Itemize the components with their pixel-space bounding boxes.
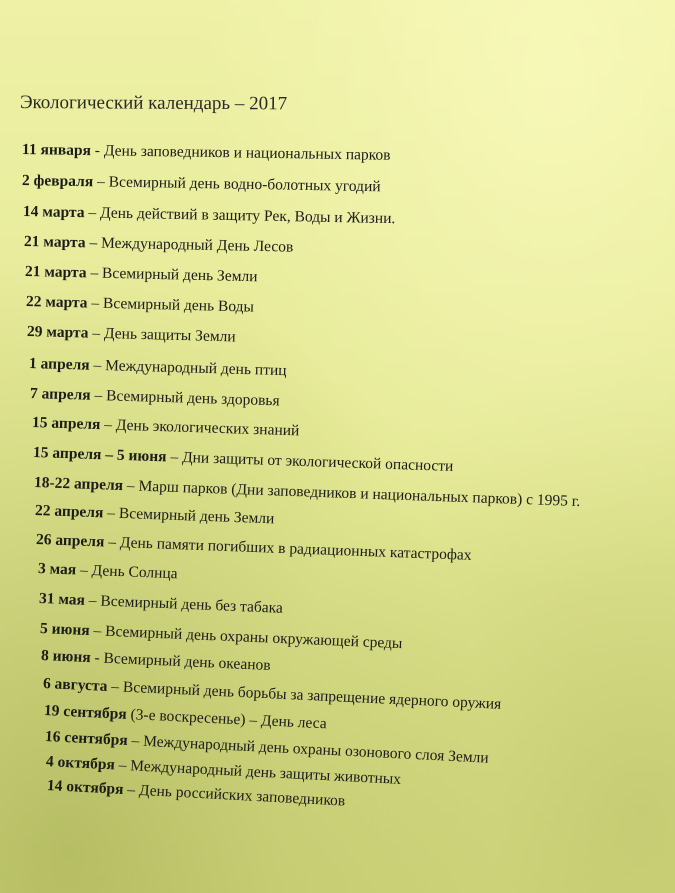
entry-description: День защиты Земли (103, 325, 236, 346)
calendar-entry (24, 233, 294, 257)
entry-date: 22 марта (25, 293, 88, 312)
calendar-entry (23, 203, 396, 228)
entry-date: 6 августа (42, 675, 108, 695)
entry-date: 21 марта (23, 233, 86, 252)
entry-description: Всемирный день водно-болотных угодий (108, 173, 381, 196)
entry-date: 8 июня (40, 647, 92, 667)
entry-separator: – (123, 781, 140, 799)
entry-date: 15 апреля – 5 июня (32, 444, 167, 466)
calendar-entry (36, 531, 472, 565)
calendar-entry (35, 502, 275, 528)
entry-separator: – (122, 477, 139, 495)
calendar-entry (27, 323, 236, 346)
entry-date: 5 июня (39, 620, 91, 640)
entry-description: Марш парков (Дни заповедников и национальных парков) с 1995 г. (138, 477, 581, 511)
entry-description: (3-е воскресенье) – День леса (130, 706, 328, 733)
entry-separator: – (75, 561, 93, 580)
entry-description: Всемирный день здоровья (105, 387, 280, 410)
entry-separator: – (89, 356, 106, 375)
entry-date: 16 сентября (44, 728, 129, 750)
calendar-entry (22, 141, 391, 165)
entry-description: Международный день защиты животных (129, 757, 402, 788)
entry-separator: – (84, 204, 101, 222)
entry-description: Всемирный день Земли (118, 504, 275, 528)
calendar-entry (41, 647, 271, 675)
entry-description: Всемирный день охраны окружающей среды (104, 622, 403, 653)
entry-description: Всемирный день Земли (101, 264, 258, 286)
calendar-entry (22, 172, 381, 196)
calendar-entry (25, 263, 258, 286)
calendar-entry (26, 293, 254, 317)
entry-separator: – (88, 324, 105, 343)
entry-date: 21 марта (24, 263, 87, 282)
calendar-entry (29, 355, 287, 380)
entry-date: 2 февраля (21, 172, 94, 191)
entry-description: День памяти погибших в радиационных катастрофах (119, 534, 472, 564)
entry-separator: - (90, 142, 105, 160)
entry-separator: – (107, 677, 124, 696)
entry-separator: – (93, 173, 109, 191)
entry-description: Дни защиты от экологической опасности (181, 448, 454, 475)
calendar-entry (40, 620, 403, 653)
entry-separator: – (104, 533, 121, 552)
calendar-entry (38, 560, 178, 583)
entry-separator: – (85, 234, 102, 252)
entry-description: Международный День Лесов (100, 234, 294, 256)
entry-date: 14 марта (22, 203, 85, 222)
entry-description: День действий в защиту Рек, Воды и Жизни. (99, 204, 396, 228)
entry-description: Всемирный день океанов (103, 649, 272, 675)
entry-date: 15 апреля (31, 414, 101, 434)
entry-description: Всемирный день Воды (102, 294, 255, 316)
entry-date: 3 мая (37, 560, 77, 579)
entry-date: 18-22 апреля (33, 474, 124, 495)
document-title: Экологический календарь – 2017 (19, 92, 288, 115)
entry-description: Всемирный день без табака (100, 592, 284, 617)
entry-date: 22 апреля (34, 502, 104, 522)
entry-description: День российских заповедников (138, 781, 346, 810)
entry-description: Всемирный день борьбы за запрещение ядерного оружия (122, 678, 502, 713)
entry-description: Международный день охраны озонового слоя Земли (142, 732, 490, 767)
entry-separator: – (166, 448, 183, 466)
entry-description: День экологических знаний (115, 416, 300, 440)
entry-separator: – (86, 264, 103, 282)
entry-date: 7 апреля (29, 385, 91, 404)
entry-separator: – (127, 732, 144, 750)
calendar-entry (44, 702, 328, 733)
entry-date: 1 апреля (28, 355, 90, 374)
entry-date: 29 марта (26, 323, 89, 342)
entry-separator: - (90, 649, 104, 667)
entry-description: Международный день птиц (104, 357, 287, 380)
entry-separator: – (87, 294, 104, 312)
entry-date: 14 октября (46, 777, 124, 798)
entry-separator: – (90, 386, 107, 405)
calendar-entry (32, 414, 300, 440)
entry-date: 31 мая (38, 590, 86, 609)
entry-separator: – (103, 504, 120, 522)
calendar-entry (39, 590, 284, 618)
entry-separator: – (89, 622, 106, 640)
calendar-entry (33, 444, 454, 476)
entry-date: 26 апреля (35, 531, 105, 551)
calendar-entry (30, 385, 280, 410)
entry-separator: – (114, 756, 131, 775)
entry-date: 4 октября (45, 753, 116, 774)
entry-description: День заповедников и национальных парков (103, 142, 391, 164)
entry-date: 11 января (21, 141, 92, 160)
entry-separator: – (100, 416, 117, 434)
entry-description: День Солнца (91, 562, 178, 583)
entry-date: 19 сентября (43, 702, 128, 723)
entry-separator: – (84, 591, 101, 610)
